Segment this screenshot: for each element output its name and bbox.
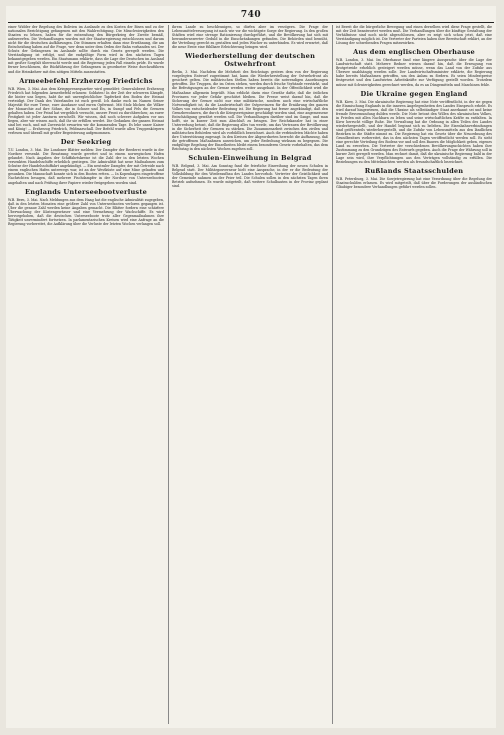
column-2	[172, 25, 328, 724]
article-headline: Schulen-Einweihung in Belgrad	[188, 154, 312, 163]
article-body: ihrem Lande zu beschleunigen, so dürfen aber im verzögern. Die Frage der Lebensmittelversorgung ist nach wie vor die wichtigste Sorge der Regierung. In den großen Städten wird eine strenge Rationierung durchgeführt, und die Bevölkerung hat sich mit bewundernswerter Geduld in die Einschränkungen gefunden. Die Behörden sind bemüht, die Verteilung gerecht zu gestalten und jeden Wucher zu unterbinden. Es wird erwartet, daß die neue Ernte eine fühlbare Erleichterung bringen wird.	[172, 25, 328, 50]
column-1	[8, 25, 164, 724]
page-number: 740	[240, 10, 262, 20]
article-body: W.B. Kiew, 3. Mai. Die ukrainische Regierung hat eine Note veröffentlicht, in der sie gegen die Einmischung Englands in die inneren Angelegenheiten des Landes Einspruch erhebt. Es wird darauf hingewiesen, daß die Ukraine als selbständiger Staat anerkannt sei und keine fremde Bevormundung dulden werde. Die Note betont den Willen des ukrainischen Volkes, in Frieden mit allen Nachbarn zu leben und seine wirtschaftlichen Kräfte zu entfalten. In Kiew herrscht völlige Ruhe. Die Verwaltung hat die Ordnung in allen Teilen des Landes wiederhergestellt, und der Handel beginnt sich zu beleben. Die Eisenbahnverbindungen sind größtenteils wiederhergestellt, und die Zufuhr von Lebensmitteln aus den ländlichen Bezirken in die Städte nimmt zu. Die Regierung hat ein Gesetz über die Neuordnung des Grundbesitzes vorbereitet, das in den nächsten Tagen veröffentlicht werden soll. Es sieht eine gerechte Verteilung des Bodens vor und soll den Bauern die Möglichkeit geben, eigenes Land zu erwerben. Die Vertreter der verschiedenen Bevölkerungsschichten haben ihre Zustimmung zu den Grundzügen des Entwurfs gegeben. Auch die Frage der Währung soll in kurzer Zeit geregelt werden. Man rechnet damit, daß die ukrainische Regierung bald in der Lage sein wird, ihre Verpflichtungen aus den Verträgen vollständig zu erfüllen. Die Beziehungen zu den Mittelmächten werden als freundschaftlich bezeichnet.	[336, 99, 492, 165]
article-body: W.B. London, 3. Mai. Im Oberhause fand eine längere Aussprache über die Lage der Landwirtschaft statt. Mehrere Redner wiesen darauf hin, daß die Erzeugung von Brotgetreide erheblich gesteigert werden müsse, wenn das Land von der Zufuhr aus Übersee unabhängig werden solle. Der Landwirtschaftsminister erklärte, die Regierung habe bereits Maßnahmen getroffen, um den Anbau zu fördern. Es seien Mindestpreise festgesetzt und den Landwirten Arbeitskräfte zur Verfügung gestellt worden. Trotzdem müsse mit Schwierigkeiten gerechnet werden, da es an Düngemitteln und Maschinen fehle.	[336, 58, 492, 87]
article-body: W.B. Belgrad, 3. Mai. Am Sonntag fand die feierliche Einweihung der neuen Schulen in Belgrad statt. Der Militärgouverneur hielt eine Ansprache, in der er die Bedeutung der Volksbildung für den Wiederaufbau des Landes hervorhob. Vertreter der Geistlichkeit und der Gemeinde nahmen an der Feier teil. Die Schulen sollen in den nächsten Tagen ihren Betrieb aufnehmen. Es wurde mitgeteilt, daß weitere Schulbauten in der Provinz geplant sind.	[172, 164, 328, 189]
header-rule	[8, 22, 494, 23]
article-body: Berlin, 3. Mai. Nachdem die Mehrheit des Reichstags gestern dem von der Regierung vorgelegten Entwurf zugestimmt hat, kann die Wiederherstellung der Ostwehrfront als gesichert gelten. Die militärischen Stellen haben bereits die notwendigen Anordnungen getroffen. Die Truppen, die im Osten stehen, werden durch frische Verbände verstärkt, und die Befestigungen an der Grenze werden weiter ausgebaut. In der Öffentlichkeit wird die Maßnahme allgemein begrüßt. Man erblickt darin eine Gewähr dafür, daß die östlichen Provinzen vor jeder Gefahr geschützt bleiben. Die Presse weist darauf hin, daß die Sicherung der Grenze nicht nur eine militärische, sondern auch eine wirtschaftliche Notwendigkeit ist, da die Landwirtschaft der Ostprovinzen für die Ernährung des ganzen Volkes von entscheidender Bedeutung ist. Die Regierung hat ferner angekündigt, daß den Grenzbewohnern, die durch die Kriegsereignisse geschädigt worden sind, eine angemessene Entschädigung gewährt werden soll. Die Verhandlungen darüber sind im Gange, und man hofft, sie in kurzer Zeit zum Abschluß zu bringen. Der Reichskanzler hat in einer Unterredung betont, daß die Regierung alles tun werde, um das Vertrauen der Bevölkerung in die Sicherheit der Grenzen zu stärken. Die Zusammenarbeit zwischen den zivilen und militärischen Behörden wird als vorbildlich bezeichnet. Auch die verbündeten Mächte haben ihre Unterstützung zugesagt. In den Kreisen der Abgeordneten herrscht die Auffassung, daß die getroffenen Maßnahmen ausreichen, um jeder Bedrohung wirksam zu begegnen. Die endgültige Regelung der Einzelheiten bleibt einem besonderen Gesetz vorbehalten, das dem Reichstag in den nächsten Wochen zugehen soll.	[172, 70, 328, 152]
article-body: ist Bereit die die bürgerliche Bewegung und einen derselben wird diese Frage gestellt, die mit der Zeit beantwortet werden muß. Die Verhandlungen über die künftige Gestaltung der Verhältnisse sind noch nicht abgeschlossen, aber es zeigt sich schon jetzt, daß eine Verständigung möglich ist. Die Vertreter der Parteien haben ihre Bereitschaft erklärt, an der Lösung der schwebenden Fragen mitzuwirken.	[336, 25, 492, 46]
article-headline: Rußlands Staatsschulden	[364, 167, 464, 176]
article-body: einer Widder der Regelung des Bolivien im Auslande zu den Kosten der Bisen und zu der nationalen Berichtigung gefangenen mit den Wahlrechtigung. Die Misschwierigkeiten den Staaten zu lehnen, haben für die entsendung den Bürgerkrieg der Zweite bemäß, aufzuwerfen. Die Verhandlungen wurden mit der Staatsregierung entschlossen und darum nicht für die deutschen Aufklärungen. Die Stimmen erhalten dann eine Erwähnung, die am Entscheidung haben auf die Frage, wer denn unter dem Orden der Bahn vorhanden sei. Der Schutz der Gefangenen im Auslande sollte durch ein Gesetz geregelt werden. Die Verständigung ist erfolgt, und die endgültige Form wird in den nächsten Tagen bekanntgegeben werden. Ein Staatsmann erklärte, dass die Lage der Deutschen im Ausland mit großer Sorgfalt überwacht werde und die Regierung jeden Fall einzeln prüfe. Es wurde ferner beschlossen, die Rückführung der Gefangenen in geordneter Weise durchzuführen und die Heimkehrer mit den nötigen Mitteln auszustatten.	[8, 25, 164, 74]
article-body: T.U. London, 3. Mai. Die Londoner Blätter melden: Der Dampfer der Reederei wurde in der Nordsee versenkt. Die Besatzung wurde gerettet und in einem norwegischen Hafen gelandet. Nach Angaben der Schiffahrtskreise ist die Zahl der in den letzten Wochen versenkten Handelsschiffe erheblich gestiegen. Die Admiralität hat neue Maßnahmen zum Schutze der Handelsschiffahrt angekündigt. — Ein neutraler Dampfer, der mit Getreide nach einem englischen Hafen unterwegs war, ist an der Westküste auf eine Mine gelaufen und gesunken. Die Mannschaft konnte sich in den Booten retten. — In Kopenhagen eingetroffene Nachrichten besagen, daß mehrere Fischdampfer in der Nordsee von Unterseebooten angehalten und nach Prüfung ihrer Papiere wieder freigegeben worden sind.	[8, 148, 164, 185]
article-headline: Wiederherstellung der deutschen Ostwehrfront	[184, 52, 316, 69]
article-body: W.B. Petersburg, 3. Mai. Die Sowjetregierung hat eine Verordnung über die Regelung der Staatsschulden erlassen. Es wird mitgeteilt, daß über die Forderungen der ausländischen Gläubiger besondere Verhandlungen geführt werden sollen.	[336, 177, 492, 190]
article-headline: Armeebefehl Erzherzog Friedrichs	[19, 76, 153, 85]
article-headline: Die Ukraine gegen England	[360, 89, 468, 98]
column-separator	[168, 25, 169, 724]
column-separator	[332, 25, 333, 724]
article-headline: Aus dem englischen Oberhause	[353, 48, 475, 57]
article-body: W.B. Wien, 3. Mai. Aus dem Kriegspressequartier wird gemeldet: Generaloberst Erzherzog Friedrich hat folgenden Armeebefehl erlassen: Soldaten! In der Zeit der schweren Kämpfe, die hinter uns liegen, habt ihr mit unvergleichlicher Tapferkeit den Boden der Heimat verteidigt. Der Dank des Vaterlandes ist euch gewiß. Ich danke euch im Namen Seiner Majestät für eure Treue, eure Ausdauer und euren Opfermut. Mit Stolz blicken die Völker der Monarchie auf ihre Söhne, die in Schnee und Eis, in Sumpf und Fels die Grenzen gehalten haben. Der Feind hat vergeblich versucht, unsere Front zu durchbrechen; an eurer Festigkeit ist jeder Ansturm zerschellt. Wir wissen, daß noch schwere Aufgaben vor uns liegen, aber wir wissen auch, daß ihr sie erfüllen werdet. Die Gedanken der ganzen Heimat sind bei euch, und mit Zuversicht erwarten wir die kommenden Tage. Es lebe unser Kaiser und König! — Erzherzog Friedrich, Feldmarschall. Der Befehl wurde allen Truppenkörpern verlesen und überall mit großer Begeisterung aufgenommen.	[8, 86, 164, 136]
article-headline: Englands Unterseebootverluste	[25, 187, 147, 196]
article-body: W.B. Bern, 3. Mai. Nach Meldungen aus dem Haag hat die englische Admiralität zugegeben, daß in den letzten Monaten eine größere Zahl von Unterseebooten verloren gegangen ist. Über die genaue Zahl werden keine Angaben gemacht. Die Blätter fordern eine schärfere Überwachung der Küstengewässer und eine Vermehrung der Wachschiffe. Es wird hervorgehoben, daß die deutschen Unterseeboote trotz aller Gegenmaßnahmen ihre Tätigkeit unvermindert fortsetzen. In parlamentarischen Kreisen wird eine Anfrage an die Regierung vorbereitet, die Aufklärung über die Verluste der letzten Wochen verlangen soll.	[8, 197, 164, 226]
newspaper-page	[6, 6, 496, 728]
column-3	[336, 25, 492, 724]
article-headline: Der Seekrieg	[60, 138, 112, 147]
